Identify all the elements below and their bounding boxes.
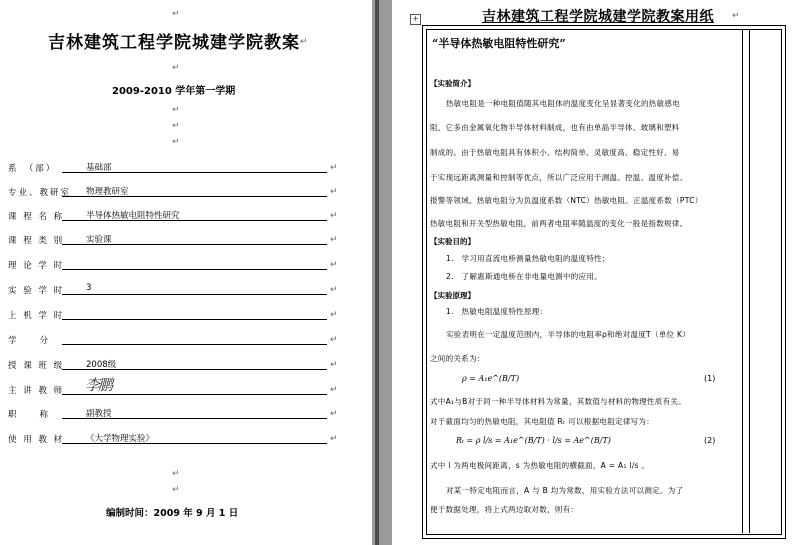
objective-item: 2. 了解惠斯通电桥在非电量电测中的应用。 [446, 272, 602, 281]
paragraph-mark: ↵ [330, 434, 338, 444]
formula-1: ρ = A₁e^(B/T) [462, 374, 520, 383]
field-value: 《大学物理实验》 [86, 434, 155, 444]
principle-text: 对于截面均匀的热敏电阻，其电阻值 Rₜ 可以根据电阻定律写为： [430, 417, 654, 426]
intro-line: 制成的。由于热敏电阻具有体积小、结构简单、灵敏度高、稳定性好、易 [430, 148, 680, 157]
table-column-divider [749, 29, 750, 533]
field-underline [62, 220, 327, 221]
paragraph-mark: ↵ [330, 335, 338, 345]
field-underline [62, 418, 327, 419]
field-label: 学 分 [8, 336, 51, 346]
paragraph-mark: ↵ [330, 385, 338, 395]
intro-heading: 【实验简介】 [430, 79, 475, 88]
field-label: 主 讲 教 师 [8, 386, 65, 396]
equation-number: (1) [704, 374, 716, 383]
field-underline [62, 369, 327, 370]
objective-item: 1. 学习用直流电桥测量热敏电阻的温度特性； [446, 254, 610, 263]
principle-heading: 【实验原理】 [430, 291, 475, 300]
field-label: 上 机 学 时 [8, 311, 65, 321]
principle-text: 实验表明在一定温度范围内，半导体的电阻率ρ和绝对温度T（单位 K） [446, 330, 691, 339]
field-label: 使 用 教 材 [8, 435, 65, 445]
field-underline [62, 244, 327, 245]
field-label: 职 称 [8, 410, 51, 420]
paragraph-mark: ↵ [330, 310, 338, 320]
paragraph-mark: ↵ [732, 11, 740, 21]
field-label: 实 验 学 时 [8, 286, 65, 296]
paragraph-mark: ↵ [172, 485, 180, 495]
paragraph-mark: ↵ [172, 63, 180, 73]
page-separator [375, 0, 379, 545]
principle-text: 式中 l 为两电极间距离，s 为热敏电阻的横截面，A = A₁ l/s 。 [430, 461, 650, 470]
paragraph-mark: ↵ [330, 360, 338, 370]
field-value: 物理教研室 [86, 187, 129, 197]
table-move-handle-icon[interactable]: + [410, 14, 421, 25]
field-label: 专业、教研室 [8, 188, 72, 198]
paragraph-mark: ↵ [330, 285, 338, 295]
equation-number: (2) [704, 436, 716, 445]
page-header: 吉林建筑工程学院城建学院教案用纸 [482, 9, 714, 25]
field-underline [62, 172, 327, 173]
intro-line: 热敏电阻是一种电阻值随其电阻体的温度变化呈显著变化的热敏感电 [446, 99, 680, 108]
paragraph-mark: ↵ [172, 121, 180, 131]
page-gutter [372, 0, 392, 545]
intro-line: 热敏电阻和开关型热敏电阻，前两者电阻率随温度的变化一般是指数规律。 [430, 219, 688, 228]
paragraph-mark: ↵ [330, 409, 338, 419]
paragraph-mark: ↵ [172, 105, 180, 115]
paragraph-mark: ↵ [300, 37, 308, 47]
paragraph-mark: ↵ [330, 211, 338, 221]
paragraph-mark: ↵ [172, 137, 180, 147]
field-label: 课 程 名 称 [8, 212, 65, 222]
principle-text: 式中A₁与B对于同一种半导体材料为常量，其数值与材料的物理性质有关。 [430, 397, 686, 406]
field-underline [62, 269, 327, 270]
field-value: 2008级 [86, 360, 117, 370]
field-value: 实验课 [86, 235, 112, 245]
principle-text: 便于数据处理，将上式两边取对数，则有： [430, 505, 579, 514]
paragraph-mark: ↵ [172, 469, 180, 479]
field-value: 基础部 [86, 163, 112, 173]
field-underline [62, 294, 327, 295]
principle-text: 对某一特定电阻而言，A 与 B 均为常数，用实验方法可以测定。为了 [446, 486, 684, 495]
document-title: 吉林建筑工程学院城建学院教案 [48, 33, 300, 53]
teacher-signature: 李鹏 [85, 376, 112, 394]
field-underline [62, 344, 327, 345]
field-value: 3 [86, 283, 92, 293]
field-underline [62, 196, 327, 197]
field-underline [62, 443, 327, 444]
formula-2: Rₜ = ρ l/s = A₁e^(B/T) · l/s = Ae^(B/T) [456, 436, 611, 445]
field-label: 授 课 班 级 [8, 361, 65, 371]
lesson-page [392, 0, 794, 545]
paragraph-mark: ↵ [172, 9, 180, 19]
lesson-title: “半导体热敏电阻特性研究” [432, 37, 566, 50]
intro-line: 报警等领域。热敏电阻分为负温度系数（NTC）热敏电阻、正温度系数（PTC） [430, 196, 703, 205]
field-underline [62, 319, 327, 320]
semester-label: 2009-2010 学年第一学期 [112, 86, 236, 97]
field-value: 副教授 [86, 409, 112, 419]
objective-heading: 【实验目的】 [430, 237, 475, 246]
field-label: 理 论 学 时 [8, 261, 65, 271]
paragraph-mark: ↵ [330, 235, 338, 245]
compile-time: 编制时间：2009 年 9 月 1 日 [106, 508, 239, 519]
field-value: 半导体热敏电阻特性研究 [86, 211, 180, 221]
paragraph-mark: ↵ [330, 163, 338, 173]
cover-page [0, 0, 372, 545]
field-label: 课 程 类 别 [8, 236, 65, 246]
paragraph-mark: ↵ [330, 260, 338, 270]
intro-line: 于实现远距离测量和控制等优点，所以广泛应用于测温、控温、温度补偿、 [430, 173, 688, 182]
principle-subheading: 1. 热敏电阻温度特性原理： [446, 307, 548, 316]
table-column-divider [742, 29, 743, 533]
principle-text: 之间的关系为： [430, 354, 485, 363]
field-label: 系 （部） [8, 164, 57, 174]
intro-line: 阻，它多由金属氧化物半导体材料制成，也有由单晶半导体、玻璃和塑料 [430, 123, 680, 132]
paragraph-mark: ↵ [330, 187, 338, 197]
